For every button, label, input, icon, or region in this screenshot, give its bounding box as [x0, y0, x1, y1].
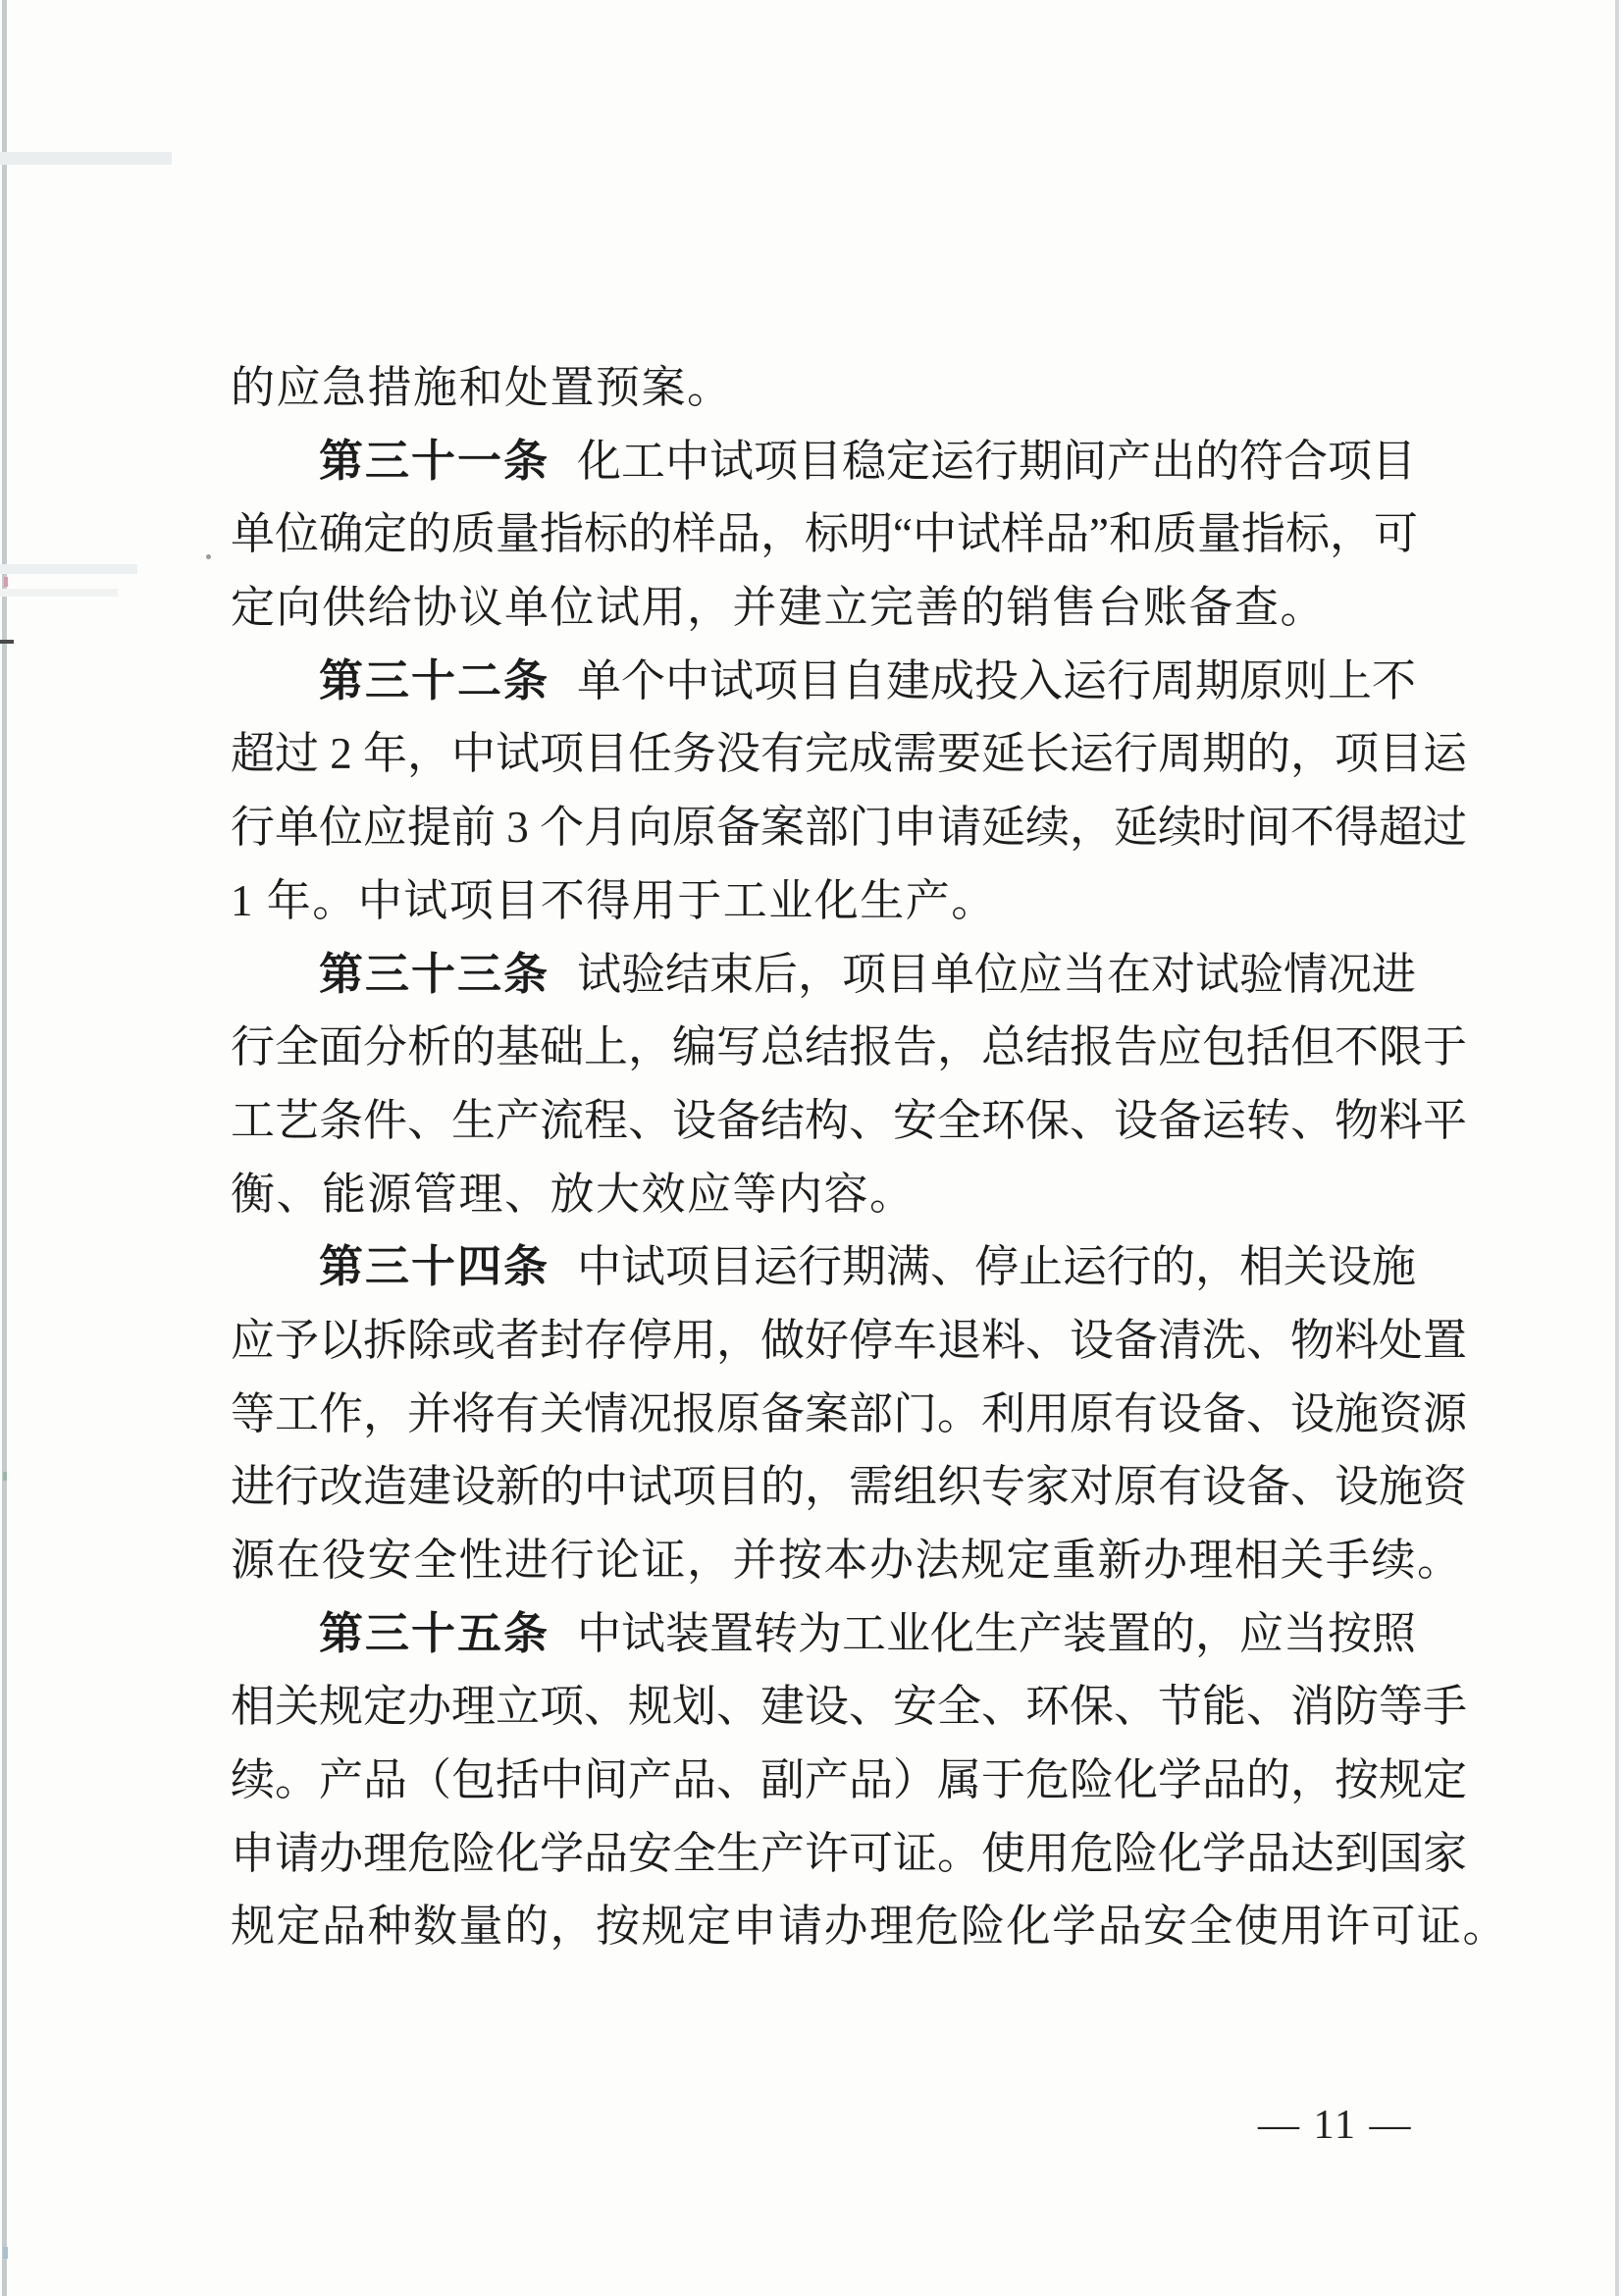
text-line — [231, 1524, 1463, 1597]
scan-edge-line-right — [1615, 0, 1619, 2296]
line-text: 衡、能源管理、放大效应等内容。 — [231, 1169, 916, 1219]
line-text: 规定品种数量的，按规定申请办理危险化学品安全使用许可证。 — [231, 1902, 1509, 1952]
text-line — [231, 791, 1468, 864]
article-heading-line — [231, 1597, 1415, 1671]
text-line — [231, 1450, 1468, 1524]
line-text: 超过 2 年，中试项目任务没有完成需要延长运行周期的，项目运 — [231, 729, 1468, 779]
page-number: — 11 — — [1258, 2103, 1413, 2148]
article-heading-line — [231, 645, 1415, 718]
line-text: 进行改造建设新的中试项目的，需组织专家对原有设备、设施资 — [231, 1462, 1468, 1512]
line-text: 申请办理危险化学品安全生产许可证。使用危险化学品达到国家 — [231, 1828, 1468, 1878]
text-line — [231, 717, 1468, 791]
line-text: 源在役安全性进行论证，并按本办法规定重新办理相关手续。 — [231, 1536, 1463, 1585]
text-line — [231, 1084, 1468, 1158]
text-line — [231, 351, 1415, 425]
line-text: 化工中试项目稳定运行期间产出的符合项目 — [577, 436, 1417, 486]
document-body — [231, 351, 1509, 1963]
scan-speck — [206, 554, 211, 559]
text-line — [231, 1744, 1468, 1817]
scan-speck — [3, 2247, 8, 2259]
line-text: 相关规定办理立项、规划、建设、安全、环保、节能、消防等手 — [231, 1682, 1468, 1732]
line-text: 的应急措施和处置预案。 — [231, 363, 733, 412]
text-line — [231, 1378, 1468, 1451]
text-line — [231, 1817, 1468, 1891]
line-text: 1 年。中试项目不得用于工业化生产。 — [231, 875, 997, 925]
article-number: 第三十二条 — [319, 654, 550, 705]
scan-streak — [0, 564, 137, 574]
text-line — [231, 497, 1418, 571]
scan-streak — [0, 152, 172, 165]
scan-speck — [3, 1472, 7, 1481]
line-text: 试验结束后，项目单位应当在对试验情况进 — [577, 949, 1417, 999]
line-text: 续。产品（包括中间产品、副产品）属于危险化学品的，按规定 — [231, 1755, 1468, 1805]
line-text: 中试项目运行期满、停止运行的，相关设施 — [577, 1242, 1417, 1292]
text-line — [231, 571, 1415, 645]
text-line — [231, 864, 1415, 938]
article-number: 第三十三条 — [319, 948, 550, 999]
scan-speck — [4, 577, 8, 587]
text-line — [231, 1304, 1468, 1378]
line-text: 行全面分析的基础上，编写总结报告，总结报告应包括但不限于 — [231, 1022, 1468, 1072]
line-text: 单位确定的质量指标的样品，标明“中试样品”和质量指标，可 — [231, 509, 1418, 559]
article-heading-line — [231, 1230, 1415, 1304]
text-line — [231, 1158, 1415, 1231]
line-text: 定向供给协议单位试用，并建立完善的销售台账备查。 — [231, 583, 1327, 633]
scan-speck — [0, 640, 14, 644]
article-number: 第三十一条 — [319, 435, 550, 486]
scan-edge-line-left — [2, 0, 7, 2296]
article-heading-line — [231, 938, 1415, 1012]
text-line — [231, 1011, 1468, 1084]
scan-streak — [0, 589, 118, 597]
article-number: 第三十五条 — [319, 1607, 550, 1658]
article-heading-line — [231, 425, 1415, 498]
text-line — [231, 1890, 1509, 1963]
line-text: 工艺条件、生产流程、设备结构、安全环保、设备运转、物料平 — [231, 1095, 1468, 1145]
article-number: 第三十四条 — [319, 1241, 550, 1292]
text-line — [231, 1670, 1468, 1744]
line-text: 单个中试项目自建成投入运行周期原则上不 — [577, 655, 1417, 705]
line-text: 等工作，并将有关情况报原备案部门。利用原有设备、设施资源 — [231, 1388, 1468, 1438]
line-text: 行单位应提前 3 个月向原备案部门申请延续，延续时间不得超过 — [231, 803, 1468, 853]
line-text: 中试装置转为工业化生产装置的，应当按照 — [577, 1608, 1417, 1658]
line-text: 应予以拆除或者封存停用，做好停车退料、设备清洗、物料处置 — [231, 1315, 1468, 1365]
